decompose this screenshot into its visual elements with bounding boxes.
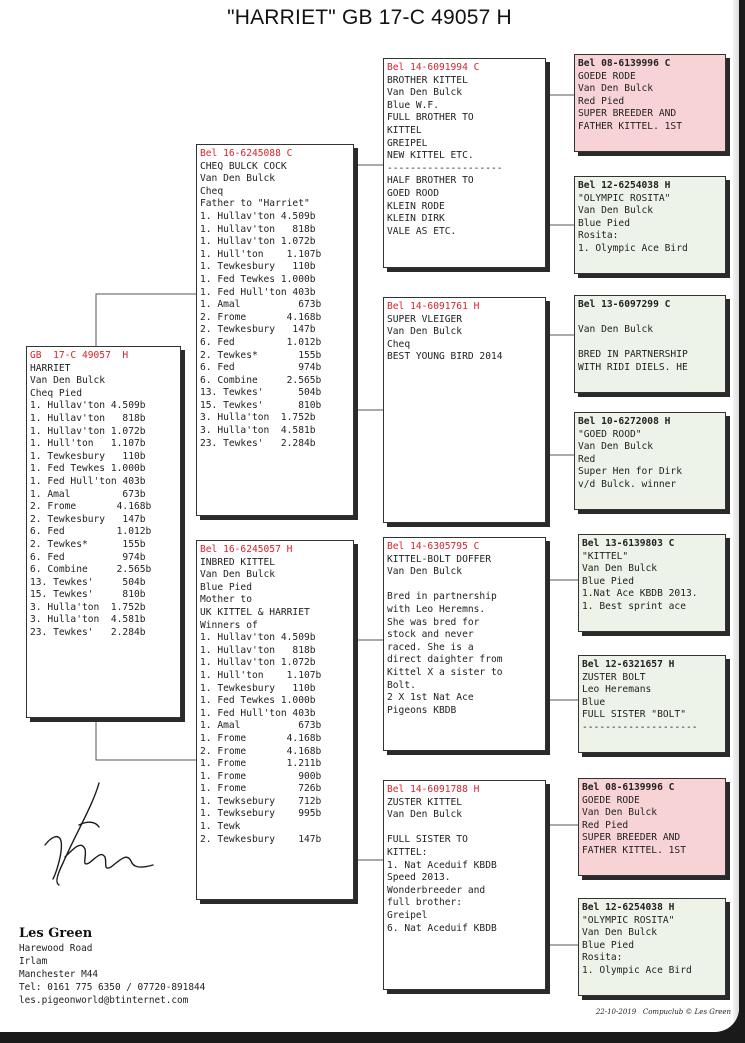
card-line: Red bbox=[578, 453, 596, 465]
owner-address-line: Harewood Road bbox=[19, 943, 93, 954]
card-line: 1. Tewksebury 712b bbox=[200, 795, 322, 807]
ring-number: Bel 12-6254038 H bbox=[578, 180, 671, 191]
card-line: KLEIN DIRK bbox=[387, 213, 445, 225]
card-line: 15. Tewkes' 810b bbox=[30, 589, 146, 601]
card-line: WITH RIDI DIELS. HE bbox=[578, 361, 688, 373]
card-line: 1. Amal 673b bbox=[200, 299, 322, 311]
card-line: 2. Tewkesbury 147b bbox=[200, 324, 316, 336]
card-line: Rosita: bbox=[582, 952, 623, 964]
card-line: Van Den Bulck bbox=[387, 809, 463, 821]
owner-email[interactable]: les.pigeonworld@btinternet.com bbox=[19, 995, 189, 1006]
card-line: FATHER KITTEL. 1ST bbox=[582, 844, 686, 856]
card-line: Red Pied bbox=[582, 819, 629, 831]
owner-name: Les Green bbox=[19, 926, 93, 941]
ring-number: Bel 08-6139996 C bbox=[578, 58, 671, 69]
card-line: GREIPEL bbox=[387, 137, 428, 149]
card-line: 1. Tewkesbury 110b bbox=[30, 450, 146, 462]
card-line: 1. Fed Tewkes 1.000b bbox=[30, 463, 146, 475]
great-grandparent-card-3[interactable] bbox=[574, 295, 726, 393]
ring-number: Bel 16-6245088 C bbox=[200, 148, 293, 159]
footer-credit: 22-10-2019 Compuclub © Les Green bbox=[595, 1008, 731, 1016]
card-line: Red Pied bbox=[578, 95, 625, 107]
grandparent-card-3[interactable] bbox=[383, 537, 546, 751]
card-line bbox=[578, 312, 722, 325]
ring-number: Bel 12-6254038 H bbox=[582, 902, 675, 913]
card-line: 2. Tewkesbury 147b bbox=[200, 833, 322, 845]
card-line: Blue W.F. bbox=[387, 99, 439, 111]
card-line: Van Den Bulck bbox=[578, 205, 654, 217]
card-line: 13. Tewkes' 504b bbox=[200, 387, 322, 399]
card-line: FULL SISTER TO bbox=[387, 834, 468, 846]
connector-gp3 bbox=[547, 580, 578, 700]
card-line: 1. Fed Hull'ton 403b bbox=[30, 475, 146, 487]
card-line: 1. Hullav'ton 1.072b bbox=[30, 425, 146, 437]
card-line: 1. Hullav'ton 1.072b bbox=[200, 657, 316, 669]
card-line: direct daighter from bbox=[387, 654, 503, 666]
card-line: 13. Tewkes' 504b bbox=[30, 576, 146, 588]
card-line: stock and never bbox=[387, 629, 474, 641]
card-line: HARRIET bbox=[30, 362, 71, 374]
card-line: GOED ROOD bbox=[387, 187, 439, 199]
card-line: 1. Hull'ton 1.107b bbox=[200, 248, 322, 260]
card-line: SUPER BREEDER AND bbox=[578, 108, 677, 120]
ring-number: Bel 14-6305795 C bbox=[387, 541, 480, 552]
card-line: 1. Frome 726b bbox=[200, 783, 322, 795]
card-line: Van Den Bulck bbox=[387, 566, 463, 578]
card-line: ZUSTER BOLT bbox=[582, 671, 646, 683]
card-line: Van Den Bulck bbox=[387, 326, 463, 338]
grandparent-card-4[interactable] bbox=[383, 780, 546, 990]
card-line: VALE AS ETC. bbox=[387, 225, 457, 237]
great-grandparent-card-2[interactable] bbox=[574, 176, 726, 274]
card-line: 15. Tewkes' 810b bbox=[200, 399, 322, 411]
card-line: Wonderbreeder and bbox=[387, 884, 486, 896]
card-line: 1. Fed Hull'ton 403b bbox=[200, 707, 316, 719]
card-line: 1. Hullav'ton 4.509b bbox=[30, 400, 146, 412]
card-line: 6. Fed 974b bbox=[200, 362, 322, 374]
card-line: Van Den Bulck bbox=[30, 375, 106, 387]
card-line: KITTEL: bbox=[387, 846, 428, 858]
card-line: Winners of bbox=[200, 619, 258, 631]
card-line: Father to "Harriet" bbox=[200, 198, 310, 210]
card-line: Blue bbox=[582, 696, 606, 708]
sire-card[interactable] bbox=[196, 144, 354, 516]
connector-subject-sire bbox=[96, 294, 197, 346]
card-line: 1. Hull'ton 1.107b bbox=[30, 438, 146, 450]
card-line: 1. Amal 673b bbox=[200, 720, 322, 732]
card-line: 3. Hulla'ton 4.581b bbox=[200, 425, 316, 437]
card-line: 1. Hull'ton 1.107b bbox=[200, 669, 322, 681]
card-line: 1. Fed Tewkes 1.000b bbox=[200, 695, 316, 707]
card-line: 6. Fed 1.012b bbox=[200, 336, 322, 348]
card-line: 6. Combine 2.565b bbox=[30, 564, 152, 576]
card-line: Bolt. bbox=[387, 679, 416, 691]
ring-number: Bel 14-6091994 C bbox=[387, 62, 480, 73]
card-line: 23. Tewkes' 2.284b bbox=[30, 627, 146, 639]
card-line: Bred in partnership bbox=[387, 591, 497, 603]
great-grandparent-card-4[interactable] bbox=[574, 412, 726, 510]
card-line: Greipel bbox=[387, 909, 428, 921]
card-line: KITTEL bbox=[387, 124, 422, 136]
card-line: 1. Tewksebury 995b bbox=[200, 808, 322, 820]
card-line: -------------------- bbox=[387, 162, 503, 174]
owner-address-line: Irlam bbox=[19, 956, 48, 967]
card-line: Blue Pied bbox=[582, 939, 634, 951]
card-line: 1.Nat Ace KBDB 2013. bbox=[582, 588, 698, 600]
card-line: 2. Frome 4.168b bbox=[200, 745, 322, 757]
card-line: Van Den Bulck bbox=[582, 563, 658, 575]
card-line: 1. Nat Aceduif KBDB bbox=[387, 859, 497, 871]
card-line: Van Den Bulck bbox=[200, 569, 276, 581]
card-line: 1. Frome 1.211b bbox=[200, 758, 322, 770]
card-line: Cheq Pied bbox=[30, 387, 82, 399]
ring-number: Bel 13-6139803 C bbox=[582, 538, 675, 549]
connector-gp1 bbox=[547, 95, 574, 225]
owner-address-block bbox=[19, 926, 205, 1007]
great-grandparent-card-7[interactable] bbox=[578, 778, 726, 876]
card-line: 1. Frome 900b bbox=[200, 770, 322, 782]
card-line: 3. Hulla'ton 4.581b bbox=[30, 614, 146, 626]
card-line: UK KITTEL & HARRIET bbox=[200, 606, 310, 618]
page-title: "HARRIET" GB 17-C 49057 H bbox=[227, 6, 512, 29]
card-line: Blue Pied bbox=[578, 217, 630, 229]
card-line: FULL SISTER "BOLT" bbox=[582, 709, 686, 721]
card-line: v/d Bulck. winner bbox=[578, 478, 677, 490]
card-line bbox=[578, 337, 722, 350]
handwritten-signature bbox=[35, 775, 165, 895]
card-line: Leo Heremans bbox=[582, 684, 652, 696]
card-line: 1. Tewkesbury 110b bbox=[200, 261, 316, 273]
card-line: BEST YOUNG BIRD 2014 bbox=[387, 351, 503, 363]
card-line: Blue Pied bbox=[200, 581, 252, 593]
card-line: 1. Fed Tewkes 1.000b bbox=[200, 273, 316, 285]
card-line: 2. Tewkes* 155b bbox=[200, 349, 322, 361]
card-line: "KITTEL" bbox=[582, 550, 629, 562]
great-grandparent-card-8[interactable] bbox=[578, 898, 726, 996]
card-line: CHEQ BULCK COCK bbox=[200, 160, 287, 172]
card-line: Pigeons KBDB bbox=[387, 704, 457, 716]
card-line: with Leo Heremns. bbox=[387, 603, 486, 615]
card-line: Rosita: bbox=[578, 230, 619, 242]
card-line: 6. Combine 2.565b bbox=[200, 374, 322, 386]
card-line: GOEDE RODE bbox=[582, 794, 640, 806]
card-line: 3. Hulla'ton 1.752b bbox=[200, 412, 316, 424]
card-line: 1. Best sprint ace bbox=[582, 600, 686, 612]
card-line bbox=[387, 822, 542, 835]
ring-number: GB 17-C 49057 H bbox=[30, 350, 129, 361]
connector-gp2 bbox=[547, 335, 574, 455]
card-line: BRED IN PARTNERSHIP bbox=[578, 349, 688, 361]
card-line: "GOED ROOD" bbox=[578, 428, 642, 440]
card-line: "OLYMPIC ROSITA" bbox=[578, 192, 671, 204]
card-line: NEW KITTEL ETC. bbox=[387, 150, 474, 162]
card-line: Van Den Bulck bbox=[387, 87, 463, 99]
owner-address-line: Manchester M44 bbox=[19, 969, 99, 980]
ring-number: Bel 16-6245057 H bbox=[200, 544, 293, 555]
card-line: 1. Hullav'ton 818b bbox=[200, 223, 316, 235]
card-line: 1. Hullav'ton 1.072b bbox=[200, 236, 316, 248]
card-line: Van Den Bulck bbox=[582, 807, 658, 819]
grandparent-card-2[interactable] bbox=[383, 297, 546, 523]
card-line: 6. Nat Aceduif KBDB bbox=[387, 922, 497, 934]
great-grandparent-card-1[interactable] bbox=[574, 54, 726, 152]
great-grandparent-card-5[interactable] bbox=[578, 534, 726, 632]
card-line: 6. Fed 1.012b bbox=[30, 526, 152, 538]
card-line: Blue Pied bbox=[582, 575, 634, 587]
card-line: 2. Frome 4.168b bbox=[30, 501, 152, 513]
card-line: ZUSTER KITTEL bbox=[387, 796, 463, 808]
card-line: 2. Tewkes* 155b bbox=[30, 538, 146, 550]
card-line: GOEDE RODE bbox=[578, 70, 636, 82]
card-line: She was bred for bbox=[387, 616, 480, 628]
great-grandparent-card-6[interactable] bbox=[578, 655, 726, 753]
subject-card[interactable] bbox=[26, 346, 181, 718]
card-line: 1. Hullav'ton 4.509b bbox=[200, 210, 316, 222]
card-line: KITTEL-BOLT DOFFER bbox=[387, 553, 491, 565]
card-line: "OLYMPIC ROSITA" bbox=[582, 914, 675, 926]
card-line: 2 X 1st Nat Ace bbox=[387, 692, 474, 704]
card-line: Van Den Bulck bbox=[582, 927, 658, 939]
card-line: 1. Tewk bbox=[200, 821, 241, 833]
card-line: Kittel X a sister to bbox=[387, 666, 503, 678]
ring-number: Bel 14-6091761 H bbox=[387, 301, 480, 312]
card-line: 2. Frome 4.168b bbox=[200, 311, 322, 323]
card-line: SUPER BREEDER AND bbox=[582, 832, 681, 844]
card-line: Van Den Bulck bbox=[578, 324, 654, 336]
card-line: 1. Hullav'ton 818b bbox=[30, 412, 146, 424]
card-line: Van Den Bulck bbox=[200, 173, 276, 185]
card-line: 1. Fed Hull'ton 403b bbox=[200, 286, 316, 298]
card-line: Mother to bbox=[200, 594, 252, 606]
dam-card[interactable] bbox=[196, 540, 354, 900]
card-line: Cheq bbox=[200, 185, 224, 197]
connector-sire-grandparents bbox=[354, 165, 383, 410]
card-line: 6. Fed 974b bbox=[30, 551, 146, 563]
card-line: KLEIN RODE bbox=[387, 200, 445, 212]
card-line: SUPER VLEIGER bbox=[387, 313, 463, 325]
card-line: 1. Hullav'ton 818b bbox=[200, 644, 316, 656]
card-line: BROTHER KITTEL bbox=[387, 74, 468, 86]
owner-phone[interactable]: Tel: 0161 775 6350 / 07720-891844 bbox=[19, 982, 206, 993]
ring-number: Bel 13-6097299 C bbox=[578, 299, 671, 310]
ring-number: Bel 10-6272008 H bbox=[578, 416, 671, 427]
card-line: FATHER KITTEL. 1ST bbox=[578, 120, 682, 132]
card-line: 1. Tewkesbury 110b bbox=[200, 682, 316, 694]
card-line: full brother: bbox=[387, 897, 463, 909]
card-line: 1. Hullav'ton 4.509b bbox=[200, 632, 316, 644]
card-line: raced. She is a bbox=[387, 641, 474, 653]
ring-number: Bel 14-6091788 H bbox=[387, 784, 480, 795]
card-line: Cheq bbox=[387, 338, 411, 350]
card-line: 1. Amal 673b bbox=[30, 488, 146, 500]
card-line: -------------------- bbox=[582, 721, 698, 733]
card-line: Van Den Bulck bbox=[578, 83, 654, 95]
card-line: HALF BROTHER TO bbox=[387, 175, 474, 187]
card-line: 1. Olympic Ace Bird bbox=[578, 242, 688, 254]
card-line: Speed 2013. bbox=[387, 872, 451, 884]
card-line: 23. Tewkes' 2.284b bbox=[200, 437, 316, 449]
connector-gp4 bbox=[547, 825, 578, 945]
card-line: 3. Hulla'ton 1.752b bbox=[30, 601, 146, 613]
card-line: FULL BROTHER TO bbox=[387, 112, 474, 124]
connector-subject-dam bbox=[96, 718, 197, 760]
card-line: INBRED KITTEL bbox=[200, 556, 276, 568]
card-line: 2. Tewkesbury 147b bbox=[30, 513, 146, 525]
card-line bbox=[387, 579, 542, 592]
ring-number: Bel 08-6139996 C bbox=[582, 782, 675, 793]
grandparent-card-1[interactable] bbox=[383, 58, 546, 268]
card-line: Van Den Bulck bbox=[578, 441, 654, 453]
card-line: 1. Frome 4.168b bbox=[200, 732, 322, 744]
card-line: Super Hen for Dirk bbox=[578, 466, 682, 478]
ring-number: Bel 12-6321657 H bbox=[582, 659, 675, 670]
card-line: 1. Olympic Ace Bird bbox=[582, 964, 692, 976]
connector-dam-grandparents bbox=[354, 640, 383, 860]
